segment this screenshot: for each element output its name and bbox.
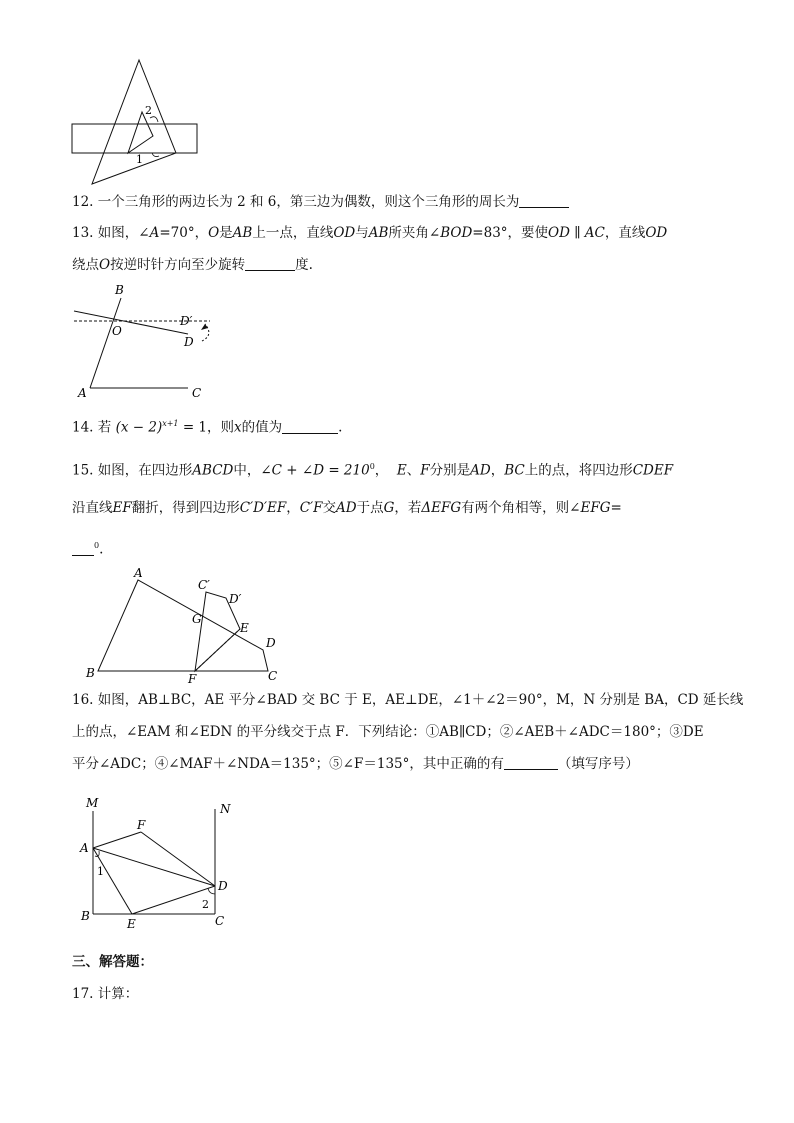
- q12-answer-blank[interactable]: [519, 193, 569, 208]
- q15-angle-EFG: EFG: [580, 500, 611, 516]
- q16-text: 上的点，∠EAM 和∠EDN 的平分线交于点 F．下列结论：①AB∥CD；②∠AEB＋∠ADC＝180°；③DE: [72, 724, 704, 740]
- q15-point-F: F: [420, 462, 430, 479]
- label-C: C: [192, 386, 202, 400]
- angle-label-1: 1: [136, 153, 143, 166]
- label-O: O: [112, 324, 122, 338]
- q15-text: 翻折，得到四边形: [131, 500, 240, 516]
- q13-text: =70°，: [159, 225, 209, 241]
- question-15-line-1: [72, 457, 673, 481]
- q13-text: 如图，: [97, 225, 139, 241]
- label-A: A: [80, 841, 89, 855]
- section-3-title: 三、解答题：: [72, 954, 153, 970]
- label-C-prime: C′: [198, 578, 210, 592]
- q15-number: 15.: [72, 462, 94, 479]
- q13-segment-AB: AB: [368, 225, 389, 241]
- q13-angle-BOD: BOD: [440, 225, 473, 241]
- q13-point-O: O: [99, 257, 111, 273]
- q13-parallel-condition: OD ∥ AC: [548, 225, 605, 241]
- q15-answer-blank[interactable]: [72, 541, 94, 556]
- label-B: B: [115, 283, 124, 297]
- angle-arc-2: [208, 888, 215, 894]
- q15-text: 分别是: [429, 462, 471, 479]
- q15-segment-BC: BC: [504, 462, 525, 479]
- angle-label-1: 1: [97, 865, 104, 878]
- figure-q13: [62, 280, 232, 405]
- q12-number: 12.: [72, 194, 94, 210]
- angle-arc-1: [152, 153, 159, 157]
- section-3-heading: [72, 952, 153, 972]
- angle-label-2: 2: [145, 104, 152, 117]
- q17-number: 17.: [72, 986, 94, 1002]
- q15-text: 如图，在四边形: [97, 462, 193, 479]
- q15-text: 有两个角相等，则∠: [461, 500, 581, 516]
- q16-text: （填写序号）: [557, 756, 639, 772]
- question-16-line-3: [72, 754, 639, 774]
- large-triangle: [92, 60, 176, 184]
- q15-angle-sum: ∠C + ∠D = 210: [260, 462, 370, 479]
- q16-text: 如图，AB⊥BC，AE 平分∠BAD 交 BC 于 E，AE⊥DE，∠1＋∠2＝90°，M，N 分别是 BA，CD 延长线: [97, 692, 744, 708]
- q13-text: 是: [219, 225, 233, 241]
- q15-segment-AD: AD: [470, 462, 491, 479]
- q13-text: 按逆时针方向至少旋转: [110, 257, 246, 273]
- q15-line-EF: EF: [112, 500, 132, 516]
- q16-text: 平分∠ADC；④∠MAF＋∠NDA＝135°；⑤∠F＝135°，其中正确的有: [72, 756, 504, 772]
- segment-AD: [93, 848, 215, 886]
- label-A: A: [78, 386, 87, 400]
- question-16-line-2: [72, 722, 704, 742]
- q14-text: 的值为: [241, 419, 283, 436]
- label-C: C: [215, 914, 225, 928]
- q15-text: ，: [286, 500, 300, 516]
- q15-segment-AD: AD: [336, 500, 357, 516]
- q13-text: 上一点，直线: [252, 225, 334, 241]
- label-E: E: [127, 917, 136, 931]
- q16-number: 16.: [72, 692, 94, 708]
- question-15-line-2: [72, 498, 622, 518]
- q15-point-G: G: [383, 500, 395, 516]
- q13-line-OD: OD: [333, 225, 356, 241]
- q15-degree-mark: 0: [94, 541, 100, 550]
- q13-segment-AB: AB: [232, 225, 253, 241]
- q14-answer-blank[interactable]: [282, 419, 338, 434]
- q15-triangle-EFG: ΔEFG: [421, 500, 462, 516]
- q15-text: 于点: [356, 500, 384, 516]
- label-F: F: [188, 672, 197, 686]
- q15-text: ，: [374, 462, 389, 479]
- q15-degree-mark: 0: [369, 462, 375, 471]
- q14-text: 若: [97, 419, 112, 436]
- label-F: F: [137, 818, 146, 832]
- q15-text: 沿直线: [72, 500, 113, 516]
- angle-arc-2: [150, 117, 158, 122]
- q13-text: =83°，要使: [472, 225, 549, 241]
- figure-q16: [78, 793, 238, 933]
- figure-triangles-rectangle: [60, 52, 210, 192]
- q15-text: 中，: [233, 462, 261, 479]
- small-triangle: [128, 112, 153, 153]
- label-A: A: [134, 566, 143, 580]
- label-B: B: [86, 666, 95, 680]
- q15-quad-CpDpEF: C′D′EF: [239, 500, 287, 516]
- question-13-line-2: [72, 255, 313, 275]
- question-13-line-1: [72, 223, 667, 243]
- q15-point-E: E: [396, 462, 407, 479]
- question-14: [72, 414, 342, 438]
- label-G: G: [192, 612, 202, 626]
- q15-quad-ABCD: ABCD: [192, 462, 234, 479]
- question-12: [72, 192, 569, 212]
- label-N: N: [220, 802, 231, 816]
- q13-text: 绕点: [72, 257, 99, 273]
- q13-text: 与: [355, 225, 369, 241]
- label-E: E: [240, 621, 249, 635]
- label-D-prime: D′: [180, 314, 193, 328]
- label-M: M: [86, 796, 99, 810]
- label-D: D: [266, 636, 276, 650]
- q13-text: ，直线: [604, 225, 646, 241]
- q13-answer-blank[interactable]: [245, 256, 295, 271]
- q15-quad-CDEF: CDEF: [632, 462, 674, 479]
- question-16-line-1: [72, 690, 743, 710]
- q15-text: .: [99, 541, 104, 558]
- q16-answer-blank[interactable]: [504, 755, 558, 770]
- segment-AF: [93, 832, 141, 848]
- rotation-arrowhead: [201, 324, 208, 330]
- segment-BA: [90, 298, 121, 388]
- q15-text: 交: [322, 500, 337, 516]
- q14-text: = 1，则: [182, 419, 235, 436]
- line-OD: [74, 311, 188, 334]
- q12-text: 一个三角形的两边长为 2 和 6，第三边为偶数，则这个三角形的周长为: [97, 194, 520, 210]
- q14-text: .: [338, 419, 343, 436]
- q15-text: ，: [490, 462, 505, 479]
- q13-line-OD: OD: [645, 225, 668, 241]
- angle-label-2: 2: [202, 898, 209, 911]
- q13-angle-A: ∠A: [138, 225, 160, 241]
- q15-text: 上的点，将四边形: [524, 462, 633, 479]
- label-B: B: [81, 909, 90, 923]
- q15-segment-CpF: C′F: [299, 500, 323, 516]
- label-C: C: [268, 669, 278, 683]
- segment-FD: [141, 832, 215, 886]
- q14-exponent: x+1: [162, 419, 179, 428]
- q17-text: 计算：: [97, 986, 139, 1002]
- q15-text: =: [610, 500, 622, 516]
- q13-text: 度.: [295, 257, 313, 273]
- q14-expression: (x − 2): [115, 419, 163, 436]
- q14-variable-x: x: [234, 419, 242, 436]
- label-D: D: [184, 335, 194, 349]
- q15-text: 、: [406, 462, 421, 479]
- label-D-prime: D′: [229, 592, 242, 606]
- q14-number: 14.: [72, 419, 94, 436]
- q13-point-O: O: [208, 225, 220, 241]
- q13-text: 所夹角∠: [388, 225, 441, 241]
- question-17: [72, 984, 138, 1004]
- q13-number: 13.: [72, 225, 94, 241]
- question-15-line-3: [72, 536, 103, 560]
- label-D: D: [218, 879, 228, 893]
- q15-text: ，若: [394, 500, 422, 516]
- figure-q15: [80, 565, 290, 687]
